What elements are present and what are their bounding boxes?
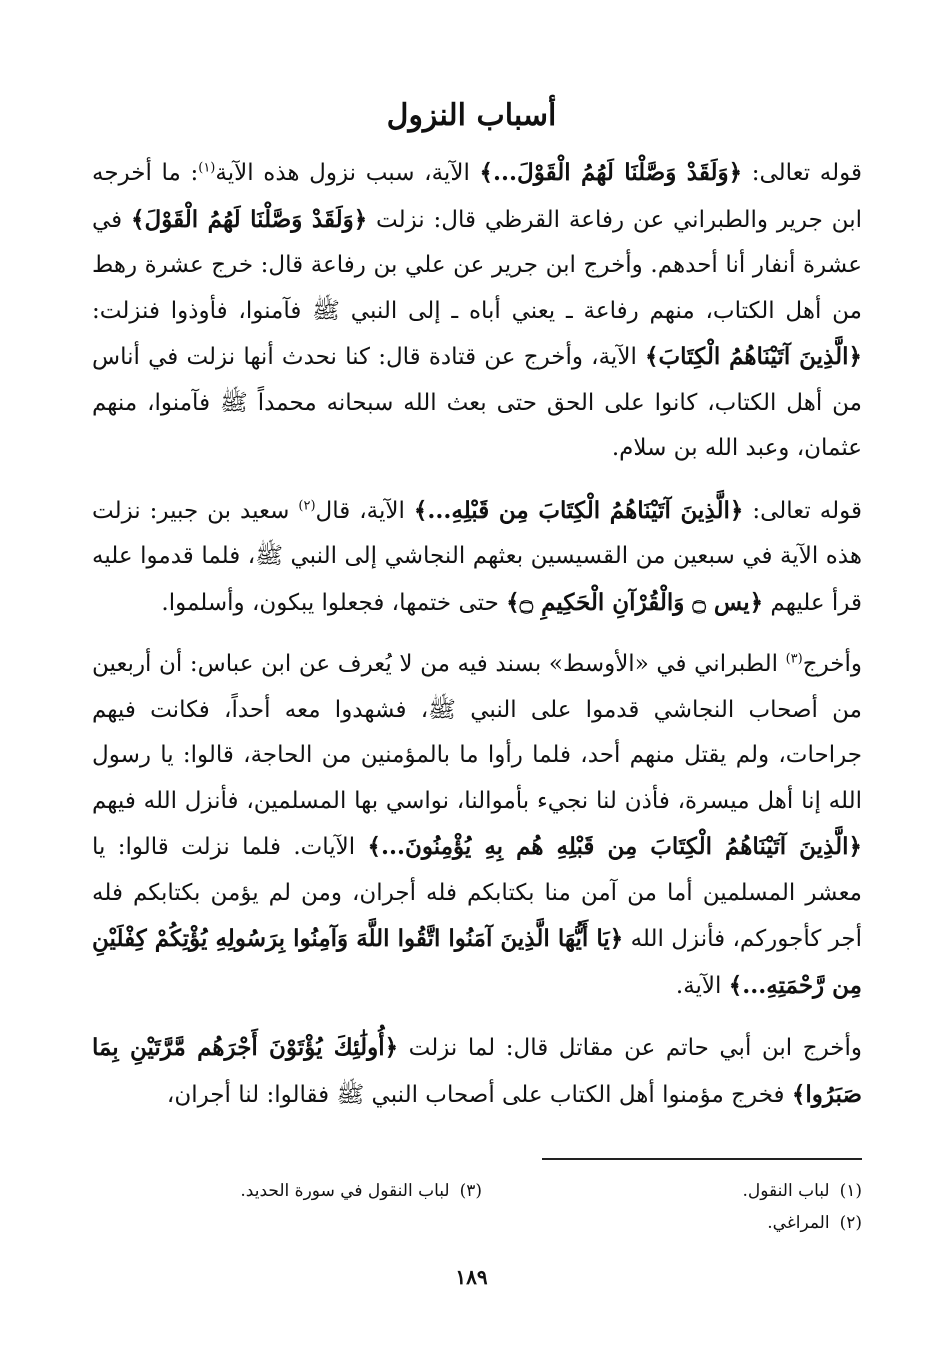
text-segment: وأخرج ابن أبي حاتم عن مقاتل قال: لما نزلت	[398, 1035, 862, 1061]
text-segment: حتى ختمها، فجعلوا يبكون، وأسلموا.	[161, 589, 507, 616]
paragraph	[92, 150, 862, 472]
text-segment: سعيد بن جبير: نزلت هذه الآية في سبعين من القسيسين بعثهم النجاشي إلى النبي ﷺ، فلما قدموا عليه قرأ عليهم	[92, 497, 862, 616]
text-segment: الآية، وأخرج عن قتادة قال: كنا نحدث أنها نزلت في أناس من أهل الكتاب، كانوا على الحق حتى بعث الله سبحانه محمداً ﷺ فآمنوا، منهم عثمان، وعبد الله بن سلام.	[92, 344, 862, 461]
text-segment: : ما أخرجه ابن جرير والطبراني عن رفاعة القرظي قال: نزلت	[92, 160, 862, 233]
footnotes	[92, 1176, 862, 1256]
footnote-divider	[542, 1158, 862, 1160]
text-segment: الآية، قال	[315, 497, 414, 524]
footnote-ref: (٣)	[785, 651, 803, 667]
footnote-ref: (٢)	[298, 497, 316, 513]
quran-verse: ﴿يس ۝ وَالْقُرْآنِ الْحَكِيمِ ۝﴾	[506, 588, 764, 616]
paragraph	[92, 488, 862, 627]
footnote-3	[240, 1176, 482, 1206]
quran-verse: ﴿الَّذِينَ آتَيْنَاهُمُ الْكِتَابَ﴾	[645, 343, 862, 370]
footnote-1	[743, 1176, 863, 1206]
footnote-text: لباب النقول.	[742, 1181, 830, 1201]
quran-verse: ﴿يَا أَيُّهَا الَّذِينَ آمَنُوا اتَّقُوا اللَّهَ وَآمِنُوا بِرَسُولِهِ يُؤْتِكُمْ كِفْلَيْنِ مِن رَّحْمَتِهِ...﴾	[92, 925, 862, 999]
body-text	[92, 150, 862, 1134]
text-segment: في عشرة أنفار أنا أحدهم. وأخرج ابن جرير عن علي بن رفاعة قال: خرج عشرة رهط من أهل الكتاب، منهم رفاعة ـ يعني أباه ـ إلى النبي ﷺ فآمنوا، فأوذوا فنزلت:	[92, 206, 862, 324]
footnote-2	[767, 1208, 862, 1238]
quran-verse: ﴿الَّذِينَ آتَيْنَاهُمُ الْكِتَابَ مِن قَبْلِهِ...﴾	[413, 496, 744, 524]
quran-verse: ﴿وَلَقَدْ وَصَّلْنَا لَهُمُ الْقَوْلَ﴾	[131, 205, 368, 233]
page-number: ١٨٩	[455, 1265, 488, 1289]
text-segment: قوله تعالى:	[743, 497, 862, 524]
footnote-number: (٣)	[459, 1181, 482, 1201]
text-segment: وأخرج	[802, 651, 862, 677]
quran-verse: ﴿وَلَقَدْ وَصَّلْنَا لَهُمُ الْقَوْلَ...﴾	[479, 159, 743, 186]
footnote-number: (١)	[839, 1181, 862, 1201]
quran-verse: ﴿الَّذِينَ آتَيْنَاهُمُ الْكِتَابَ مِن قَبْلِهِ هُم بِهِ يُؤْمِنُونَ...﴾	[367, 833, 862, 860]
footnote-ref: (١)	[198, 160, 216, 176]
footnote-text: المراغي.	[767, 1213, 830, 1233]
text-segment: الآية، سبب نزول هذه الآية	[215, 160, 480, 186]
text-segment: الطبراني في «الأوسط» بسند فيه من لا يُعرف عن ابن عباس: أن أربعين من أصحاب النجاشي قدموا على النبي ﷺ، فشهدوا معه أحداً، فكانت فيهم جراحات، ولم يقتل منهم أحد، فلما رأوا ما بالمؤمنين من الحاجة، قالوا: يا رسول الله إنا أهل ميسرة، فأذن لنا نجيء بأموالنا، نواسي بها المسلمين، فأنزل الله فيهم	[92, 651, 863, 814]
footnote-text: لباب النقول في سورة الحديد.	[240, 1181, 450, 1201]
text-segment: الآيات. فلما نزلت قالوا: يا معشر المسلمين أما من آمن منا بكتابكم فله أجران، ومن لم يؤمن بكتابكم فله أجر كأجوركم، فأنزل الله	[92, 834, 862, 952]
page-title: أسباب النزول	[386, 98, 557, 133]
quran-verse: ﴿أُولَٰئِكَ يُؤْتَوْنَ أَجْرَهُم مَّرَّتَيْنِ بِمَا صَبَرُوا﴾	[92, 1034, 862, 1108]
text-segment: فخرج مؤمنوا أهل الكتاب على أصحاب النبي ﷺ فقالوا: لنا أجران،	[166, 1081, 792, 1108]
text-segment: قوله تعالى:	[742, 160, 863, 186]
paragraph	[92, 642, 862, 1009]
paragraph	[92, 1025, 862, 1118]
text-segment: الآية.	[675, 972, 729, 999]
footnote-number: (٢)	[839, 1213, 862, 1233]
